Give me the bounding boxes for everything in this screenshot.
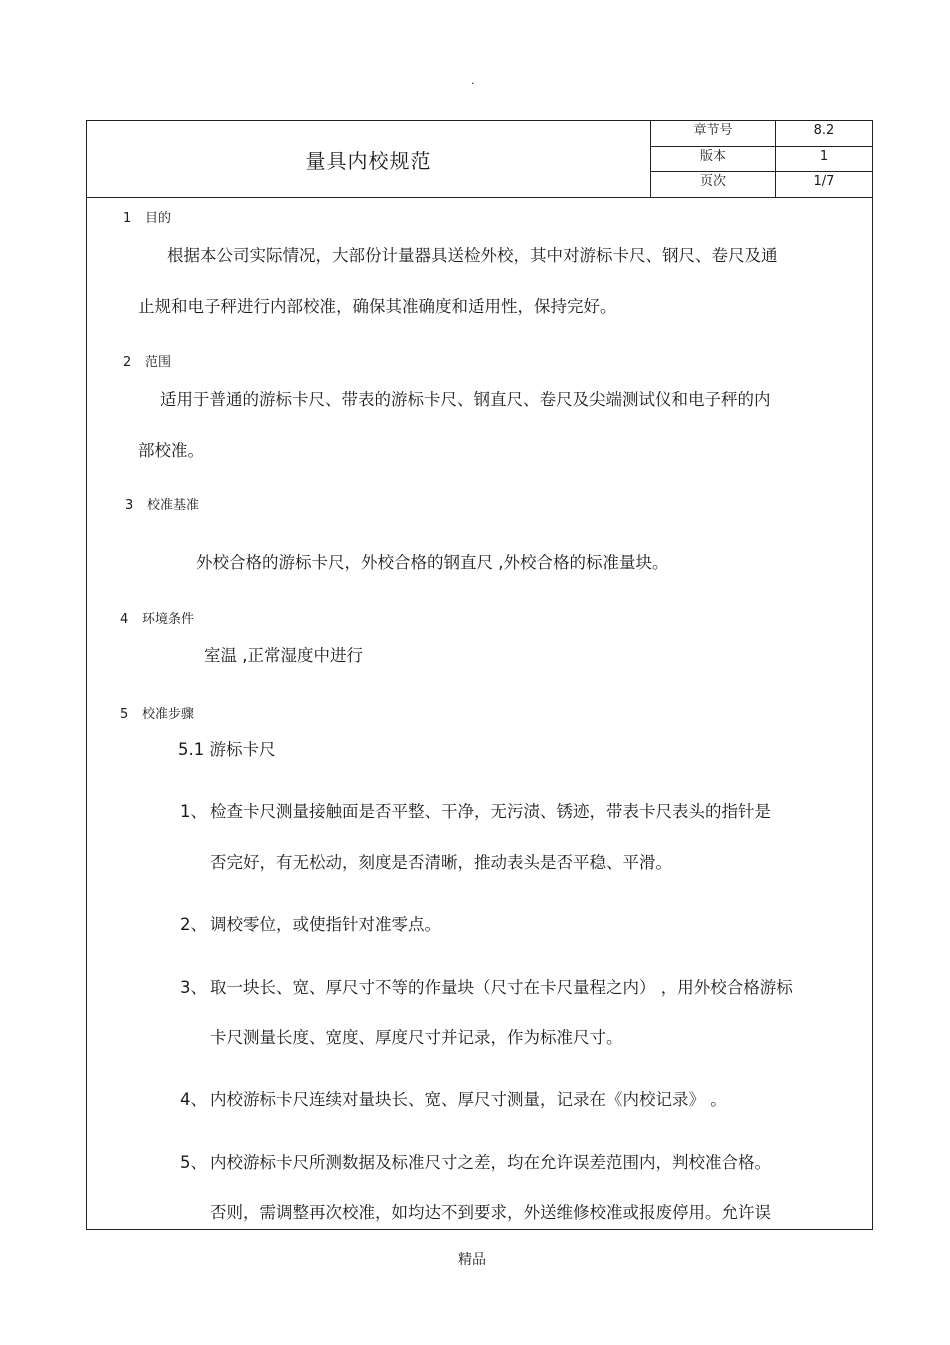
step-line: 取一块长、宽、厚尺寸不等的作量块（尺寸在卡尺量程之内） ，用外校合格游标 [210,978,793,997]
step-label: 4、 [180,1090,207,1109]
step-label: 5、 [180,1153,207,1172]
section-heading [120,703,194,722]
meta-row-version [651,147,872,172]
meta-row-page [651,172,872,197]
step-line: 否完好，有无松动，刻度是否清晰，推动表头是否平稳、平滑。 [210,853,672,872]
meta-table [651,121,872,197]
section-number: 3 [125,498,134,513]
step-line: 内校游标卡尺所测数据及标准尺寸之差，均在允许误差范围内，判校准合格。 [210,1153,771,1172]
section-title: 校准步骤 [142,707,195,722]
paragraph-line: 外校合格的游标卡尺，外校合格的钢直尺 ,外校合格的标准量块。 [196,553,669,572]
meta-value: 8.2 [813,123,835,138]
step-line: 卡尺测量长度、宽度、厚度尺寸并记录，作为标准尺寸。 [210,1028,623,1047]
meta-key: 页次 [651,172,776,197]
section-heading [123,351,171,370]
step-label: 2、 [180,915,207,934]
paragraph-line: 部校准。 [138,441,204,460]
header-block [87,121,872,198]
section-heading [125,494,199,513]
section-number: 2 [123,355,132,370]
subsection-heading: 5.1 游标卡尺 [178,740,276,759]
step-line: 内校游标卡尺连续对量块长、宽、厚尺寸测量，记录在《内校记录》 。 [210,1090,727,1109]
footer-text: 精品 [458,1252,486,1268]
meta-key: 章节号 [651,121,776,146]
step-line: 否则，需调整再次校准，如均达不到要求，外送维修校准或报废停用。允许误 [210,1203,771,1222]
paragraph-line: 止规和电子秤进行内部校准，确保其准确度和适用性，保持完好。 [138,297,617,316]
paragraph-line: 根据本公司实际情况，大部份计量器具送检外校，其中对游标卡尺、钢尺、卷尺及通 [167,246,778,265]
section-number: 5 [120,707,129,722]
paragraph-line: 室温 ,正常湿度中进行 [204,646,363,665]
section-title: 校准基准 [147,498,200,513]
meta-key: 版本 [651,147,776,171]
step-label: 1、 [180,802,207,821]
paragraph-line: 适用于普通的游标卡尺、带表的游标卡尺、钢直尺、卷尺及尖端测试仪和电子秤的内 [160,390,771,409]
section-heading [123,207,171,226]
section-number: 1 [123,211,132,226]
step-line: 检查卡尺测量接触面是否平整、干净，无污渍、锈迹，带表卡尺表头的指针是 [210,802,771,821]
section-title: 目的 [145,211,172,226]
page-marker: . [471,74,475,87]
document-title: 量具内校规范 [87,121,651,197]
section-title: 范围 [145,355,172,370]
section-title: 环境条件 [142,612,195,627]
section-number: 4 [120,612,129,627]
step-label: 3、 [180,978,207,997]
step-line: 调校零位，或使指针对准零点。 [210,915,441,934]
document-frame [86,120,873,1230]
meta-value: 1/7 [813,174,835,189]
meta-row-chapter [651,121,872,147]
meta-value: 1 [819,149,829,164]
section-heading [120,608,194,627]
